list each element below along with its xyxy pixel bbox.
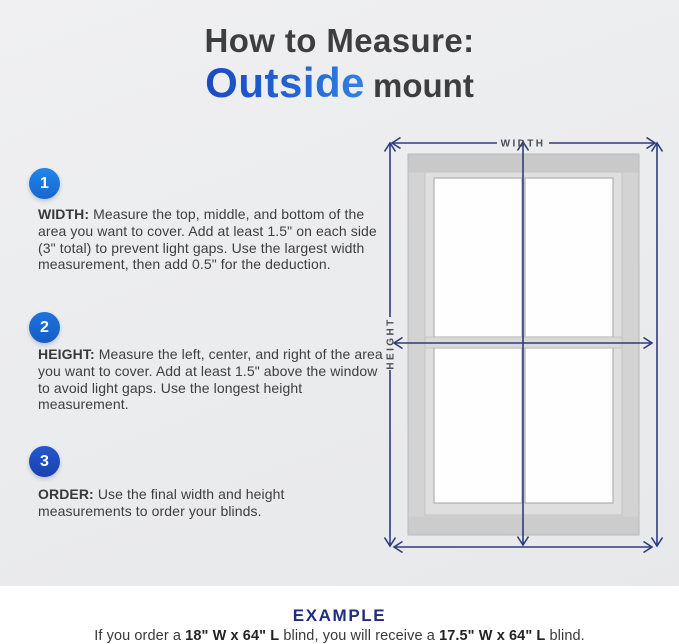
window-measure-diagram — [378, 126, 670, 571]
example-heading: EXAMPLE — [292, 606, 387, 625]
step-2-badge: 2 — [29, 312, 60, 343]
width-label: WIDTH — [500, 138, 546, 150]
step-1-body: Measure the top, middle, and bottom of the area you want to cover. Add at least 1.5" on each side (3" total) to prevent light gaps. Use the largest width measurement, then add 0.5" for the deduction. — [38, 206, 377, 273]
step-2-text — [38, 346, 390, 413]
window-pane-top-right — [525, 178, 613, 337]
step-1-text — [38, 206, 378, 273]
example-order-size: 18" W x 64" L — [185, 628, 280, 644]
title-suffix: mount — [373, 67, 474, 104]
step-2-label: HEIGHT: — [38, 346, 95, 362]
title-highlight: Outside — [205, 59, 366, 106]
example-footer — [0, 586, 679, 644]
example-prefix: If you order a — [94, 628, 186, 644]
step-2-body: Measure the left, center, and right of the area you want to cover. Add at least 1.5" above the window to avoid light gaps. Use the longest height measurement. — [38, 346, 383, 413]
step-1-label: WIDTH: — [38, 206, 90, 222]
window-pane-bottom-right — [525, 348, 613, 503]
step-3-body: Use the final width and height measurements to order your blinds. — [38, 486, 285, 519]
step-3-badge: 3 — [29, 446, 60, 477]
window-pane-top-left — [434, 178, 522, 337]
step-1-badge: 1 — [29, 168, 60, 199]
title-line-1: How to Measure: — [204, 22, 475, 59]
example-middle: blind, you will receive a — [279, 628, 440, 644]
height-label: HEIGHT — [385, 317, 397, 370]
example-sentence — [0, 628, 679, 644]
step-3-label: ORDER: — [38, 486, 94, 502]
page-title — [0, 22, 679, 115]
example-suffix: blind. — [545, 628, 585, 644]
example-receive-size: 17.5" W x 64" L — [439, 628, 546, 644]
title-line-2 — [0, 61, 679, 115]
window-pane-bottom-left — [434, 348, 522, 503]
step-3-text — [38, 486, 378, 520]
